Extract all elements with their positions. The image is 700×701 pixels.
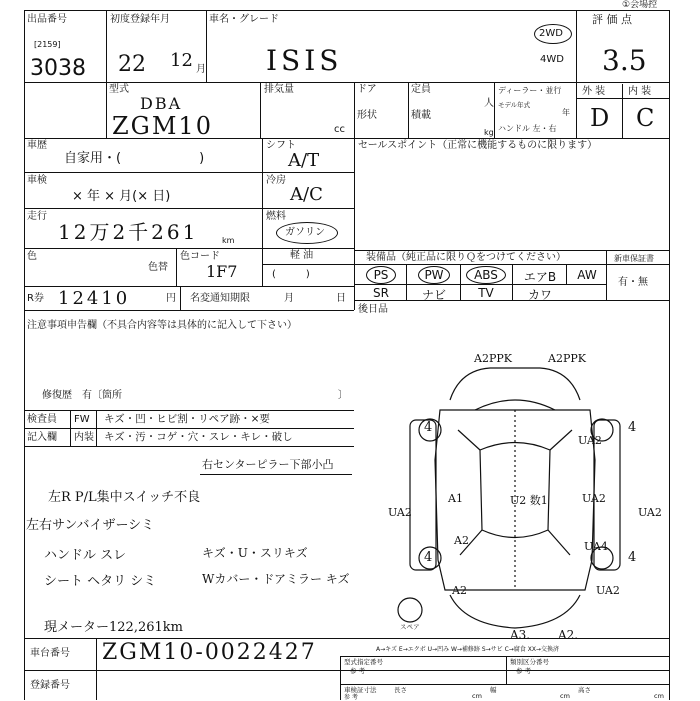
col-inspect-2	[96, 410, 97, 446]
sales-point-label: セールスポイント（正常に機能するものに限ります）	[358, 140, 598, 151]
rule-ext-int	[576, 98, 670, 99]
car-damage-diagram	[380, 340, 670, 640]
ac-value: A/C	[290, 184, 323, 205]
spare-tire	[398, 598, 422, 622]
rule-footer-upper	[340, 656, 670, 657]
fuel-label: 燃料	[266, 211, 286, 222]
col-eq3	[512, 264, 513, 300]
legend: A→キズ E→エクボ U→凹み W→補修跡 S→サビ C→腐食 XX→交換済	[376, 646, 559, 653]
col-eq4	[566, 264, 567, 284]
rule-inspect-top	[24, 410, 354, 411]
color-code: 1F7	[206, 262, 238, 281]
reg-month: 12	[170, 50, 193, 71]
col-ext-int	[622, 84, 623, 138]
car-front-outline	[450, 368, 580, 400]
equip-airbag: エアB	[523, 270, 557, 284]
col-eq2	[460, 264, 461, 300]
equipment-label: 装備品（純正品に限りＱをつけてください）	[366, 252, 566, 263]
fw-label: FW	[74, 414, 90, 425]
border-top	[24, 10, 670, 11]
score: 3.5	[602, 44, 647, 77]
hw-line4: シート ヘタリ シミ	[44, 574, 157, 589]
fuel-other: ( )	[272, 269, 310, 280]
score-label: 評 価 点	[592, 13, 632, 26]
u2-center: U2 数1	[510, 494, 548, 507]
equip-abs: ABS	[474, 268, 498, 282]
inspector-label: 検査員	[27, 414, 57, 425]
model-prefix: DBA	[140, 94, 183, 113]
col-capacity	[494, 82, 495, 138]
chassis-label: 車台番号	[30, 648, 70, 659]
a2-label: A2.	[558, 628, 579, 642]
ua2-far-right: UA2	[638, 506, 662, 519]
equip-sr: SR	[373, 286, 389, 300]
category-label: 類別区分番号	[510, 658, 549, 666]
interior-grade: C	[636, 104, 655, 132]
rule-equip-2	[354, 284, 606, 285]
displacement-label: 排気量	[264, 84, 294, 95]
rule-inspect-bottom	[24, 446, 354, 447]
border-left	[24, 10, 25, 700]
load-label: 積載	[411, 110, 431, 121]
mark-4-top-right: 4	[628, 420, 637, 435]
ua2-bottom-right: UA2	[596, 584, 620, 597]
use-value: 自家用・( )	[64, 151, 205, 166]
nw-label: 内装	[74, 432, 94, 443]
a2-bottom-left: A2	[452, 584, 467, 597]
mark-4-top-left: 4	[424, 420, 433, 435]
top-label-2: A2PPK	[548, 352, 586, 365]
color-code-label: 色コード	[180, 251, 220, 262]
repair-label: 修復歴 有〔箇所	[42, 390, 122, 401]
equip-ps: PS	[373, 268, 389, 282]
top-right-label: ①会場控	[622, 0, 658, 10]
hw-line1: 左R P/L集中スイッチ不良	[48, 490, 201, 505]
rule-row1	[24, 82, 670, 83]
kg-unit: kg	[484, 128, 494, 137]
size-ref: 参 考	[344, 694, 358, 701]
width-label: 幅	[490, 686, 497, 694]
mark-4-bottom-left: 4	[424, 550, 433, 565]
col-tax	[180, 286, 181, 310]
mileage-value: 12万2千261	[58, 220, 199, 244]
mark-4-bottom-right: 4	[628, 550, 637, 565]
registration-label: 登録番号	[30, 680, 70, 691]
col-color	[176, 248, 177, 286]
model-year-label: モデル年式	[498, 101, 531, 109]
chassis-number: ZGM10-0022427	[102, 640, 317, 665]
warranty-value: 有・無	[618, 277, 648, 288]
hw-line2: 左右サンバイザーシミ	[26, 518, 155, 533]
rule-footer-mid	[24, 670, 670, 671]
equip-pw: PW	[424, 268, 444, 282]
category-ref: 参 考	[516, 667, 532, 675]
ua4-right: UA4	[584, 540, 608, 553]
rule-row4	[24, 208, 354, 209]
handle-label: ハンドル 左・右	[498, 124, 557, 133]
underline-pillar	[200, 474, 352, 475]
spare-label: スペア	[400, 623, 420, 631]
lot-label: 出品番号	[27, 14, 67, 25]
equip-tv: TV	[478, 286, 494, 300]
col-model	[260, 82, 261, 138]
rule-footer-mini	[340, 684, 670, 685]
tax-label: R券	[27, 293, 44, 304]
reg-year: 22	[118, 52, 146, 77]
rule-inspect-mid	[24, 428, 354, 429]
col-footer-3	[506, 656, 507, 684]
name-change-label: 名変通知期限	[190, 293, 250, 304]
equip-navi: ナビ	[421, 288, 446, 302]
yen-unit: 円	[166, 293, 176, 304]
col-warranty	[606, 250, 607, 300]
ac-label: 冷房	[266, 175, 286, 186]
warranty-label: 新車保証書	[614, 254, 654, 263]
shift-label: シフト	[266, 140, 296, 151]
name-change-day: 日	[336, 293, 346, 304]
height-cm: cm	[654, 692, 664, 700]
use-label: 車歴	[27, 140, 47, 151]
door-label: ドア	[357, 84, 377, 95]
rule-equip-top	[354, 250, 670, 251]
hw-pillar: 右センターピラー下部小凸	[202, 458, 334, 471]
model-label: 型式	[109, 84, 129, 95]
model-code: ZGM10	[112, 112, 213, 140]
row1-items: キズ・凹・ヒビ割・リペア跡・×要	[104, 413, 270, 425]
drive-4wd: 4WD	[540, 54, 564, 65]
tax-value: 12410	[58, 288, 131, 309]
month-unit: 月	[196, 64, 206, 75]
car-rear-outline	[450, 595, 580, 628]
ua2-right-front: UA2	[578, 434, 602, 447]
a1-left: A1	[448, 492, 463, 505]
cc-unit: cc	[334, 124, 345, 135]
car-name: ISIS	[266, 44, 343, 77]
fuel-gasoline: ガソリン	[285, 227, 325, 238]
rule-equip-3	[354, 300, 670, 301]
top-label-1: A2PPK	[474, 352, 512, 365]
drive-2wd: 2WD	[539, 28, 563, 39]
equip-leather: カワ	[527, 288, 552, 302]
col-door	[408, 82, 409, 138]
height-label: 高さ	[578, 686, 591, 694]
year-unit: 年	[562, 108, 570, 117]
col-inspect	[70, 410, 71, 446]
hw-right2: Wカバー・ドアミラー キズ	[202, 572, 350, 586]
a2-left: A2	[454, 534, 469, 547]
rule-row3	[24, 172, 354, 173]
inspection-value: × 年 × 月(× 日)	[72, 189, 171, 204]
col-footer-2	[340, 656, 341, 700]
capacity-label: 定員	[411, 84, 431, 95]
width-cm: cm	[560, 692, 570, 700]
type-designation-label: 型式指定番号	[344, 658, 383, 666]
col-eq1	[406, 264, 407, 300]
hw-line3: ハンドル スレ	[44, 548, 127, 563]
exterior-label: 外 装	[582, 86, 606, 97]
length-label: 長さ	[394, 686, 407, 694]
ua2-left-mid: UA2	[388, 506, 412, 519]
notice-label: 注意事項申告欄（不具合内容等は具体的に記入して下さい）	[27, 320, 297, 331]
reg-label: 初度登録年月	[110, 14, 170, 25]
type-designation-ref: 参 考	[350, 667, 366, 675]
col-score	[576, 10, 577, 138]
col-main	[354, 82, 355, 310]
person-unit: 人	[484, 98, 494, 109]
a3-label: A3.	[510, 628, 531, 642]
exterior-grade: D	[590, 104, 610, 132]
size-label: 車検証寸法	[344, 686, 377, 694]
shape-label: 形状	[357, 110, 377, 121]
col-reg	[206, 10, 207, 82]
hw-right1: キズ・U・スリキズ	[202, 546, 308, 560]
rule-fuel	[262, 264, 354, 265]
rule-row7	[24, 310, 354, 311]
mileage-label: 走行	[27, 211, 47, 222]
repair-close: 〕	[338, 390, 348, 401]
km-unit: km	[222, 236, 235, 245]
ua2-right-mid: UA2	[582, 492, 606, 505]
name-change-month: 月	[284, 293, 294, 304]
rule-row6	[24, 286, 354, 287]
lot-code: [2159]	[34, 40, 61, 49]
length-cm: cm	[472, 692, 482, 700]
lot-number: 3038	[30, 56, 86, 81]
later-label: 後日品	[358, 304, 388, 315]
shift-value: A/T	[288, 150, 320, 171]
rule-row5	[24, 248, 354, 249]
fuel-diesel: 軽 油	[290, 250, 314, 261]
dealer-label: ディーラー・並行	[498, 86, 562, 95]
interior-label: 内 装	[628, 86, 652, 97]
hw-meter: 現メーター122,261km	[44, 620, 183, 635]
name-label: 車名・グレード	[209, 14, 279, 25]
col-lot	[106, 10, 107, 138]
col-footer	[96, 638, 97, 700]
color-label: 色	[27, 251, 37, 262]
car-hood-line	[475, 400, 555, 410]
inspection-label: 車検	[27, 175, 47, 186]
equip-aw: AW	[577, 268, 597, 282]
row2-items: キズ・汚・コゲ・穴・スレ・キレ・破し	[104, 431, 293, 443]
entry-label: 記入欄	[27, 432, 57, 443]
color-change-label: 色替	[148, 262, 168, 273]
